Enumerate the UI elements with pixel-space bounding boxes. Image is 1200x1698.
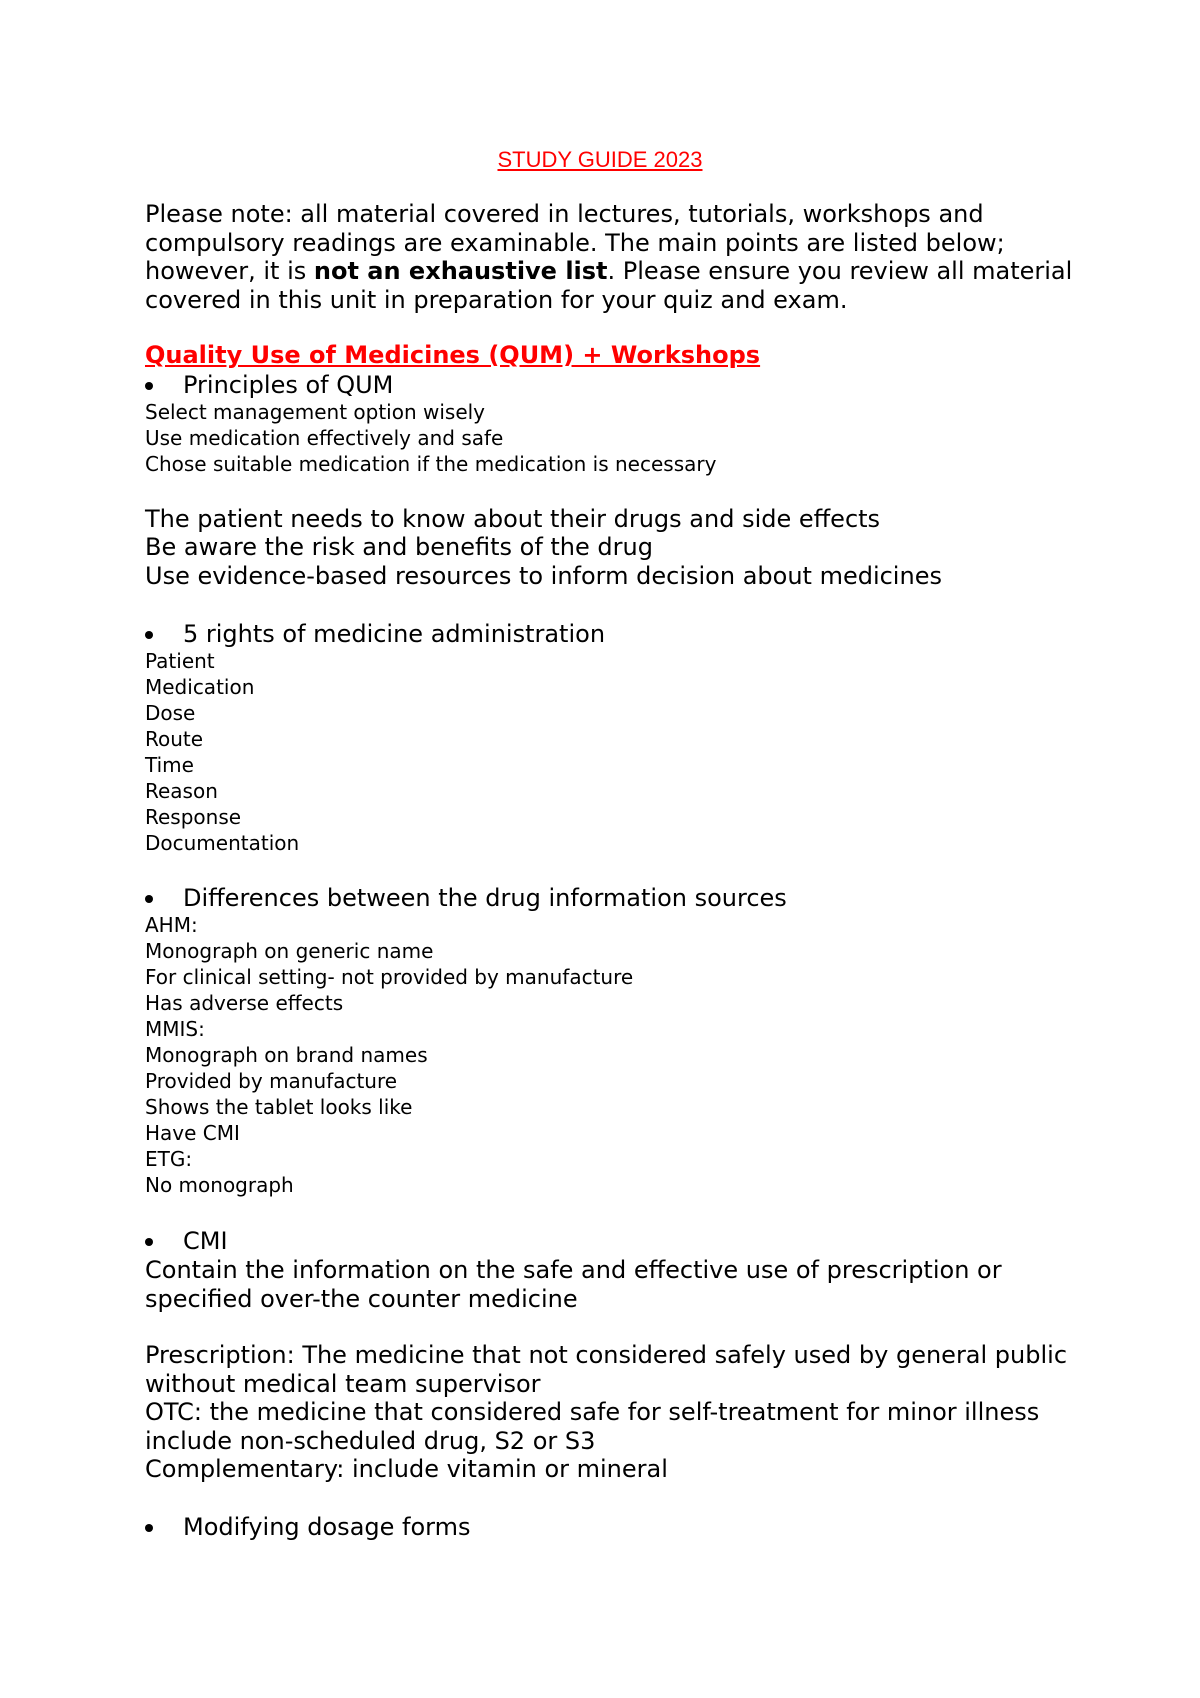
bullet-icon	[145, 1238, 153, 1246]
list-item: Reason	[145, 779, 218, 803]
bullet-label: Principles of QUM	[183, 371, 394, 399]
section-heading: Quality Use of Medicines (QUM) + Workshops	[145, 341, 761, 369]
list-item: Route	[145, 727, 204, 751]
list-item: No monograph	[145, 1173, 294, 1197]
list-item: Have CMI	[145, 1121, 240, 1145]
bullet-label: Differences between the drug information sources	[183, 884, 787, 912]
cmi-otc: OTC: the medicine that considered safe for self-treatment for minor illness include non-scheduled drug, S2 or S3	[145, 1398, 1040, 1455]
list-item: Use medication effectively and safe	[145, 426, 504, 450]
list-item: For clinical setting- not provided by manufacture	[145, 965, 634, 989]
cmi-prescription: Prescription: The medicine that not considered safely used by general public without medical team supervisor	[145, 1341, 1068, 1398]
list-item: AHM:	[145, 913, 198, 937]
intro-text: Please note: all material covered in lectures, tutorials, workshops and compulsory readings are examinable. The main points are listed below; however, it is	[145, 200, 1005, 285]
list-item: Medication	[145, 675, 255, 699]
list-item: Response	[145, 805, 242, 829]
list-item: Select management option wisely	[145, 400, 486, 424]
list-item: MMIS:	[145, 1017, 205, 1041]
list-item: Documentation	[145, 831, 300, 855]
list-item: Provided by manufacture	[145, 1069, 398, 1093]
list-item: Monograph on generic name	[145, 939, 434, 963]
cmi-complementary: Complementary: include vitamin or mineral	[145, 1455, 668, 1483]
intro-bold-text: not an exhaustive list	[313, 257, 608, 285]
bullet-icon	[145, 631, 153, 639]
list-item: Chose suitable medication if the medication is necessary	[145, 452, 717, 476]
list-item: Monograph on brand names	[145, 1043, 428, 1067]
bullet-icon	[145, 382, 153, 390]
list-item: Patient	[145, 649, 215, 673]
intro-paragraph	[145, 200, 1075, 314]
list-item: Has adverse effects	[145, 991, 344, 1015]
bullet-icon	[145, 1524, 153, 1532]
note-line: Use evidence-based resources to inform decision about medicines	[145, 562, 942, 590]
bullet-icon	[145, 895, 153, 903]
list-item: ETG:	[145, 1147, 193, 1171]
list-item: Time	[145, 753, 194, 777]
cmi-description: Contain the information on the safe and effective use of prescription or specified over-the counter medicine	[145, 1256, 1002, 1313]
bullet-label: Modifying dosage forms	[183, 1513, 471, 1541]
note-line: Be aware the risk and benefits of the drug	[145, 533, 653, 561]
list-item: Dose	[145, 701, 196, 725]
list-item: Shows the tablet looks like	[145, 1095, 413, 1119]
note-line: The patient needs to know about their drugs and side effects	[145, 505, 881, 533]
intro-text-end: . Please ensure you review all material covered in this unit in preparation for your quiz and exam.	[145, 257, 1073, 314]
document-title: STUDY GUIDE 2023	[497, 147, 703, 172]
bullet-label: 5 rights of medicine administration	[183, 620, 606, 648]
bullet-label: CMI	[183, 1227, 228, 1255]
